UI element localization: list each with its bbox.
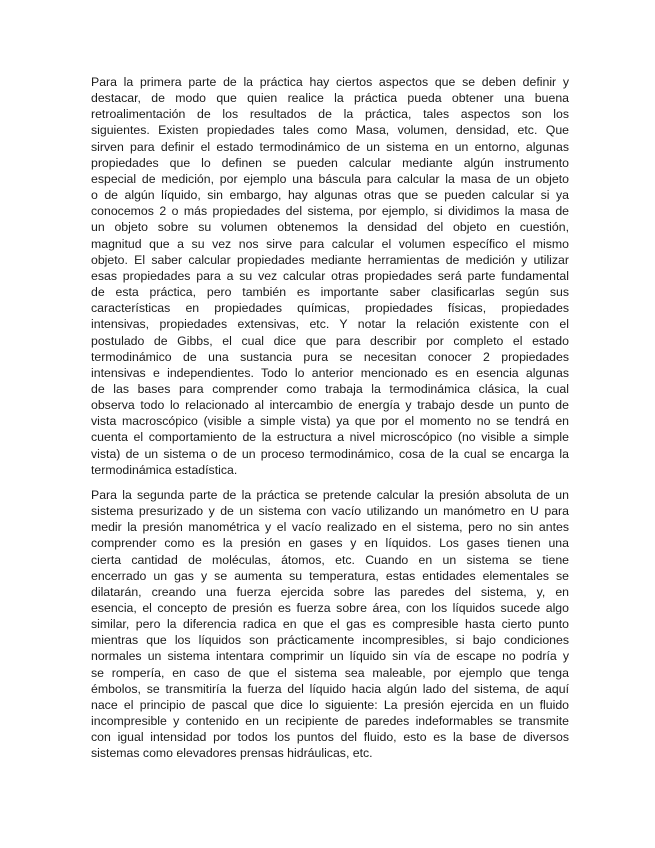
paragraph-line: cierta cantidad de moléculas, átomos, etc. Cuando en un sistema se tiene (91, 552, 569, 567)
paragraph-line: émbolos, se transmitiría la fuerza del líquido hacia algún lado del sistema, de aquí (91, 681, 569, 696)
paragraph-line: esencia, el concepto de presión es fuerza sobre área, con los líquidos sucede algo (91, 601, 569, 615)
paragraph-line: con igual intensidad por todos los puntos del fluido, esto es la base de diversos (91, 730, 569, 745)
paragraph-line: intensivas e independientes. Todo lo anterior mencionado es en esencia algunas (91, 365, 569, 380)
paragraph-line: magnitud que a su vez nos sirve para calcular el volumen específico el mismo (91, 236, 569, 251)
paragraph-line: un objeto sobre su volumen obtenemos la densidad del objeto en cuestión, (91, 220, 569, 235)
paragraph-line: dilatarán, creando una fuerza ejercida sobre las paredes del sistema, y, en (91, 584, 569, 599)
document-body (91, 74, 569, 762)
paragraph-line: características en propiedades químicas, propiedades físicas, propiedades (91, 301, 569, 316)
paragraph-2 (91, 487, 569, 762)
paragraph-line: sistemas como elevadores prensas hidráulicas, etc. (91, 746, 373, 761)
paragraph-line: vista macroscópico (visible a simple vista) ya que por el momento no se tendrá en (91, 414, 569, 429)
paragraph-line: o de algún líquido, sin embargo, hay algunas otras que se pueden calcular si ya (91, 188, 569, 203)
paragraph-line: observa todo lo relacionado al intercambio de energía y trabajo desde un punto de (91, 398, 569, 413)
paragraph-line: intensivas, propiedades extensivas, etc. Y notar la relación existente con el (91, 317, 569, 332)
paragraph-line: termodinámico de una sustancia pura se necesitan conocer 2 propiedades (91, 349, 569, 364)
paragraph-line: conocemos 2 o más propiedades del sistema, por ejemplo, si dividimos la masa de (91, 204, 569, 219)
paragraph-line: incompresible y contenido en un recipiente de paredes indeformables se transmite (91, 714, 569, 729)
paragraph-line: normales un sistema intentara comprimir un líquido sin vía de escape no podría y (91, 649, 569, 664)
paragraph-line: nace el principio de pascal que dice lo siguiente: La presión ejercida en un fluido (91, 697, 569, 712)
paragraph-line: cuenta el comportamiento de la estructura a nivel microscópico (no visible a simple (91, 430, 569, 445)
paragraph-line: Para la segunda parte de la práctica se pretende calcular la presión absoluta de un (91, 487, 569, 502)
paragraph-line: propiedades que lo definen se pueden calcular mediante algún instrumento (91, 155, 569, 170)
paragraph-line: especial de medición, por ejemplo una báscula para calcular la masa de un objeto (91, 171, 569, 186)
paragraph-line: sirven para definir el estado termodinámico de un sistema en un entorno, algunas (91, 139, 569, 154)
paragraph-line: termodinámica estadística. (91, 462, 238, 477)
paragraph-line: se rompería, en caso de que el sistema sea maleable, por ejemplo que tenga (91, 665, 569, 680)
paragraph-line: destacar, de modo que quien realice la práctica pueda obtener una buena (91, 91, 569, 106)
paragraph-line: similar, pero la diferencia radica en que el gas es compresible hasta cierto punto (91, 617, 569, 632)
paragraph-line: de esta práctica, pero también es importante saber clasificarlas según sus (91, 285, 569, 300)
paragraph-1 (91, 74, 569, 478)
paragraph-line: comprender como es la presión en gases y en líquidos. Los gases tienen una (91, 536, 569, 551)
paragraph-line: retroalimentación de los resultados de la práctica, tales aspectos son los (91, 107, 569, 122)
paragraph-line: objeto. El saber calcular propiedades mediante herramientas de medición y utilizar (91, 252, 569, 267)
paragraph-line: siguientes. Existen propiedades tales como Masa, volumen, densidad, etc. Que (91, 123, 569, 138)
paragraph-line: de las bases para comprender como trabaja la termodinámica clásica, la cual (91, 381, 569, 396)
paragraph-line: mientras que los líquidos son prácticamente incompresibles, si bajo condiciones (91, 633, 569, 648)
paragraph-line: Para la primera parte de la práctica hay ciertos aspectos que se deben definir y (91, 75, 569, 89)
paragraph-line: encerrado un gas y se aumenta su temperatura, estas entidades elementales se (91, 568, 569, 583)
paragraph-line: medir la presión manométrica y el vacío realizado en el sistema, pero no sin antes (91, 520, 569, 535)
paragraph-line: esas propiedades para a su vez calcular otras propiedades será parte fundamental (91, 268, 569, 283)
paragraph-line: postulado de Gibbs, el cual dice que para describir por completo el estado (91, 333, 569, 348)
paragraph-line: vista) de un sistema o de un proceso termodinámico, cosa de la cual se encarga la (91, 446, 569, 461)
paragraph-line: sistema presurizado y de un sistema con vacío utilizando un manómetro en U para (91, 504, 569, 519)
